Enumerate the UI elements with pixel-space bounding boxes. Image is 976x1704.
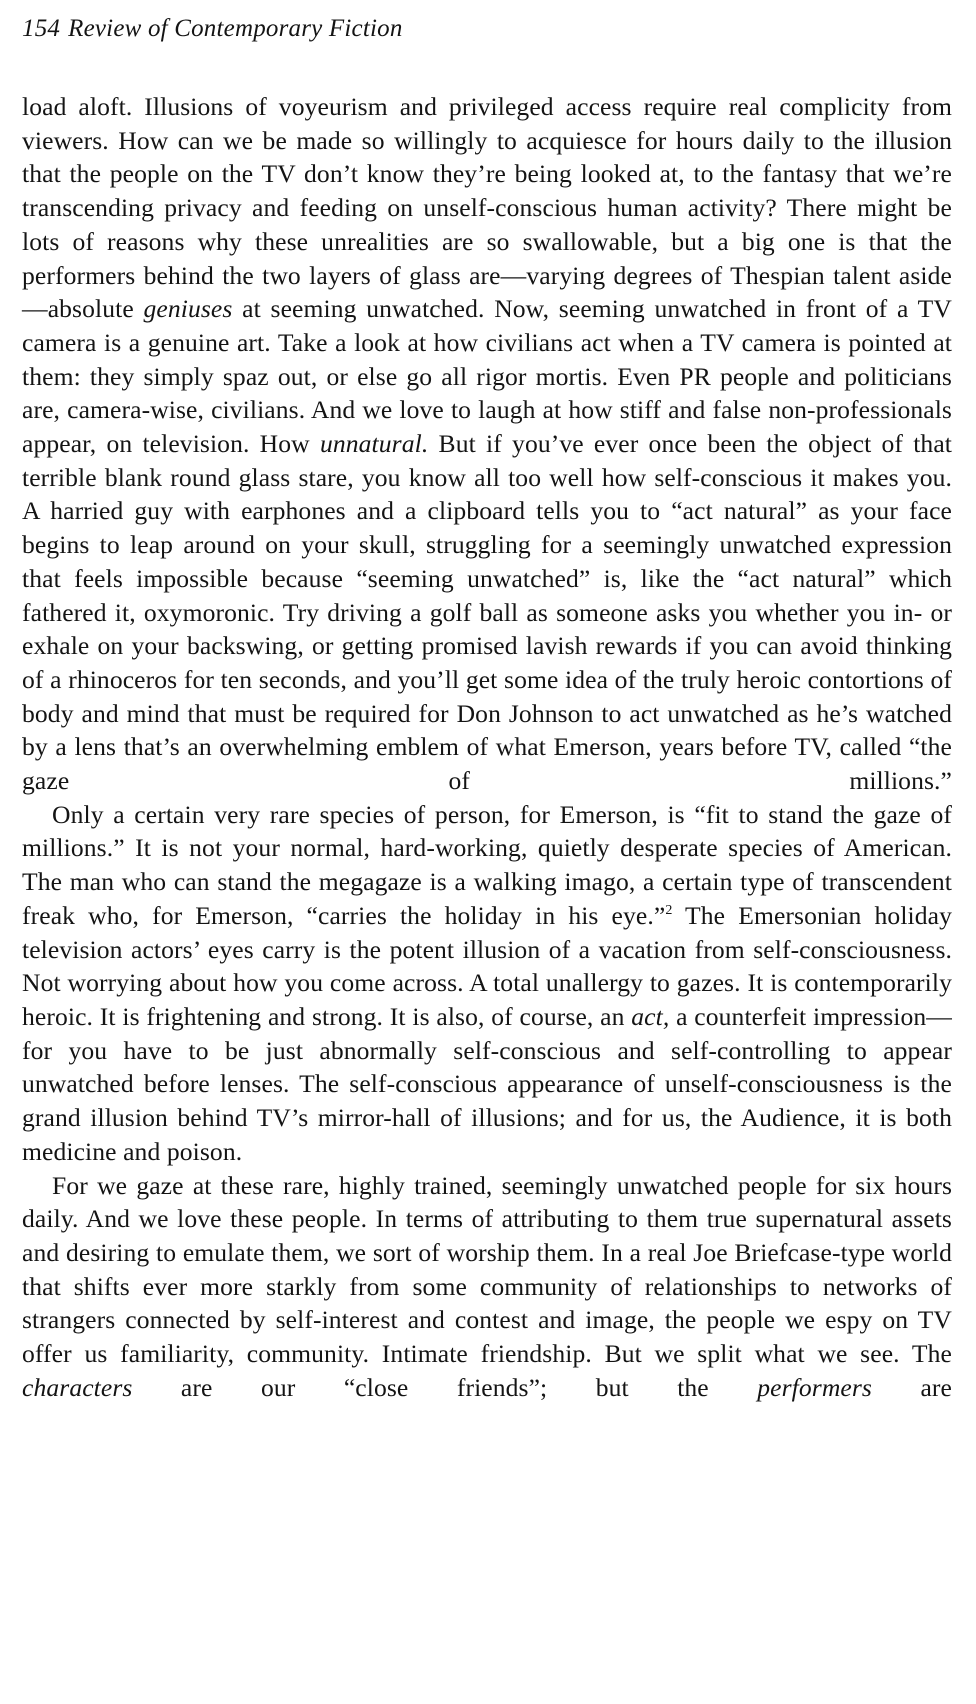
- paragraph-3: [22, 1169, 952, 1405]
- page-number: 154: [22, 15, 61, 42]
- book-page: [22, 12, 952, 1404]
- italic-text: characters: [22, 1372, 133, 1402]
- body-text: [22, 90, 952, 1404]
- text-run: at seeming unwatched. Now, seeming unwatched in front of a TV camera is a genuine art. Take a look at how civilians act when a TV camera is pointed at them: they simply spaz out, or else go all rigor mortis. Even PR people and politicians are, camera-wise, civilians. And we love to laugh at how stiff and false non-professionals appear, on television. How: [22, 294, 952, 459]
- text-run: But if you’ve ever once been the object of that terrible blank round glass stare, you know all too well how self-conscious it makes you. A harried guy with earphones and a clipboard tells you to “act natural” as your face begins to leap around on your skull, struggling for a seemingly unwatched expression that feels impossible because “seeming unwatched” is, like the “act natural” which fathered it, oxymoronic. Try driving a golf ball as someone asks you whether you in- or exhale on your backswing, or getting promised lavish rewards if you can avoid thinking of a rhinoceros for ten seconds, and you’ll get some idea of the truly heroic contortions of body and mind that must be required for Don Johnson to act unwatched as he’s watched by a lens that’s an overwhelming emblem of what Emerson, years before TV, called “the gaze of millions.”: [22, 429, 952, 796]
- text-run: load aloft. Illusions of voyeurism and privileged access require real complicity from viewers. How can we be made so willingly to acquiesce for hours daily to the illusion that the people on the TV don’t know they’re being looked at, to the fantasy that we’re transcending privacy and feeding on unself-conscious human activity? There might be lots of reasons why these unrealities are so swallowable, but a big one is that the performers behind the two layers of glass are—varying degrees of Thespian talent aside—absolute: [22, 92, 952, 324]
- journal-title: Review of Contemporary Fiction: [68, 15, 403, 42]
- italic-text: geniuses: [143, 294, 233, 324]
- text-run: are our “close friends”; but the: [132, 1372, 758, 1402]
- text-run: are: [871, 1372, 952, 1402]
- italic-text: unnatural.: [319, 429, 429, 459]
- running-head: [22, 12, 952, 46]
- text-run: For we gaze at these rare, highly trained, seemingly unwatched people for six hours daily. And we love these people. In terms of attributing to them true supernatural assets and desiring to emulate them, we sort of worship them. In a real Joe Briefcase-type world that shifts ever more starkly from some community of relationships to networks of strangers connected by self-interest and contest and image, the people we espy on TV offer us familiarity, community. Intimate friendship. But we split what we see. The: [22, 1170, 952, 1369]
- italic-text: act,: [631, 1001, 670, 1031]
- paragraph-2: [22, 798, 952, 1169]
- text-run: a counterfeit impression—for you have to be just abnormally self-conscious and self-controlling to appear unwatched before lenses. The self-conscious appearance of unself-consciousness is the grand illusion behind TV’s mirror-hall of illusions; and for us, the Audience, it is both medicine and poison.: [22, 1001, 953, 1166]
- footnote-ref: 2: [665, 902, 673, 918]
- paragraph-1: [22, 90, 952, 798]
- text-run: Only a certain very rare species of person, for Emerson, is “fit to stand the gaze of millions.” It is not your normal, hard-working, quietly desperate species of American. The man who can stand the megagaze is a walking imago, a certain type of transcendent freak who, for Emerson, “carries the holiday in his eye.”: [22, 799, 952, 930]
- text-run: The Emersonian holiday television actors’ eyes carry is the potent illusion of a vacation from self-consciousness. Not worrying about how you come across. A total unallergy to gazes. It is contemporarily heroic. It is frightening and strong. It is also, of course, an: [22, 900, 952, 1031]
- italic-text: performers: [757, 1372, 872, 1402]
